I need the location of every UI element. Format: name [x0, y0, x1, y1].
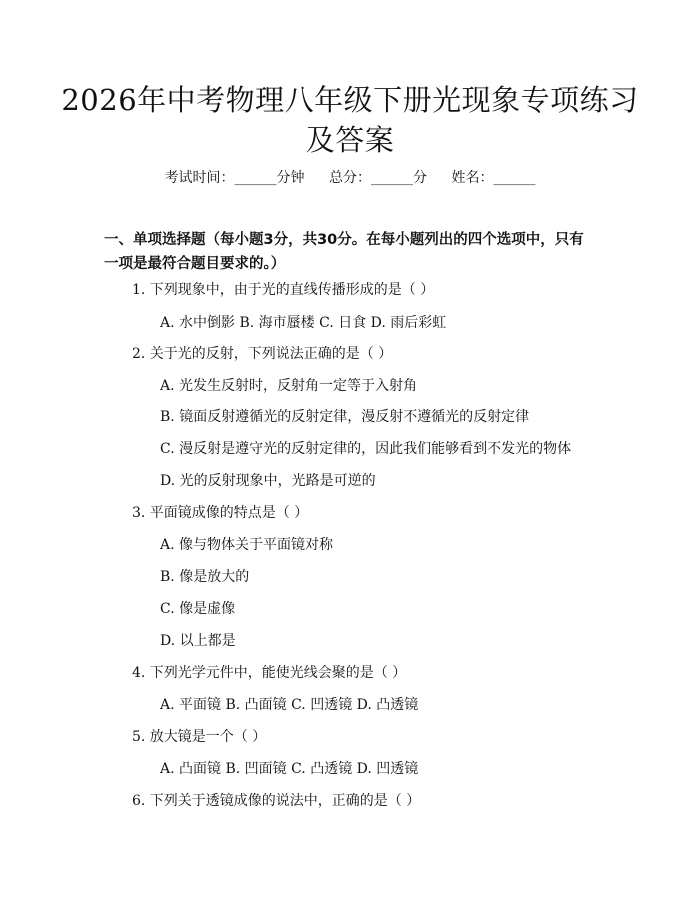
- question-5-stem: 5. 放大镜是一个（ ）: [132, 729, 267, 745]
- question-2-option-c: C. 漫反射是遵守光的反射定律的，因此我们能够看到不发光的物体: [160, 441, 572, 457]
- question-6-stem: 6. 下列关于透镜成像的说法中，正确的是（ ）: [132, 793, 421, 809]
- question-2-option-a: A. 光发生反射时，反射角一定等于入射角: [160, 378, 418, 394]
- question-2-stem: 2. 关于光的反射，下列说法正确的是（ ）: [132, 346, 393, 362]
- section-heading: 一、单项选择题（每小题3分，共30分。在每小题列出的四个选项中，只有一项是最符合题目要求的。）: [104, 232, 584, 272]
- question-3-option-b: B. 像是放大的: [160, 569, 250, 585]
- question-2-option-d: D. 光的反射现象中，光路是可逆的: [160, 473, 376, 489]
- question-3-stem: 3. 平面镜成像的特点是（ ）: [132, 505, 309, 521]
- question-1-stem: 1. 下列现象中，由于光的直线传播形成的是（ ）: [132, 282, 435, 298]
- question-4-stem: 4. 下列光学元件中，能使光线会聚的是（ ）: [132, 665, 407, 681]
- exam-time-field: 考试时间：______分钟: [164, 170, 305, 186]
- question-1-options: A. 水中倒影 B. 海市蜃楼 C. 日食 D. 雨后彩虹: [160, 315, 447, 331]
- total-score-field: 总分：______分: [329, 170, 427, 186]
- question-2-option-b: B. 镜面反射遵循光的反射定律，漫反射不遵循光的反射定律: [160, 409, 530, 425]
- exam-meta: [0, 168, 700, 188]
- student-name-field: 姓名：______: [451, 170, 536, 186]
- question-3-option-c: C. 像是虚像: [160, 601, 236, 617]
- question-3-option-a: A. 像与物体关于平面镜对称: [160, 537, 334, 553]
- page-title: 2026年中考物理八年级下册光现象专项练习及答案: [61, 83, 639, 157]
- question-4-options: A. 平面镜 B. 凸面镜 C. 凹透镜 D. 凸透镜: [160, 697, 419, 713]
- question-5-options: A. 凸面镜 B. 凹面镜 C. 凸透镜 D. 凹透镜: [160, 761, 419, 777]
- question-3-option-d: D. 以上都是: [160, 633, 236, 649]
